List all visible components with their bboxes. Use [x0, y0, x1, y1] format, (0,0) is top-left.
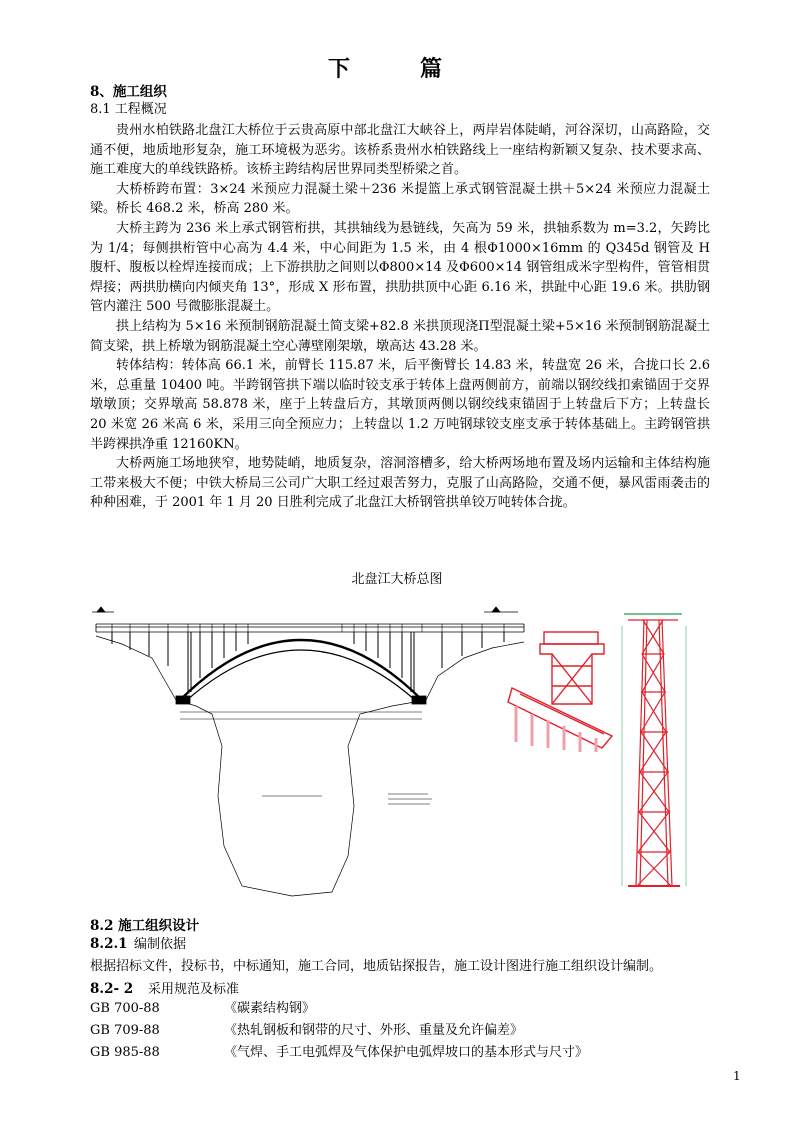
paragraph: 大桥两施工场地狭窄，地势陡峭，地质复杂，溶洞溶槽多，给大桥两场地布置及场内运输和主体结构施工带来极大不便；中铁大桥局三公司广大职工经过艰苦努力，克服了山高路险，交通不便，暴风雷雨袭击的种种困难，于 2001 年 1 月 20 日胜利完成了北盘江大桥钢管拱单铰万吨转体合拢。 [90, 456, 710, 511]
elevation-view [92, 607, 524, 896]
list-item [0, 1020, 794, 1042]
turning-structure-view [508, 632, 612, 752]
subsection-heading-8-1: 8.1 工程概况 [90, 102, 167, 117]
standard-name: 《气焊、手工电弧焊及气体保护电弧焊坡口的基本形式与尺寸》 [224, 1045, 589, 1060]
subsection-title-8-2-1: 编制依据 [134, 937, 187, 952]
list-item [0, 998, 794, 1020]
figure-caption: 北盘江大桥总图 [351, 572, 443, 587]
paragraph: 转体结构：转体高 66.1 米，前臂长 115.87 米，后平衡臂长 14.83 米，转盘宽 26 米，合拢口长 2.6 米，总重量 10400 吨。半跨钢管拱下端以临时铰支承于转体上盘两侧前方，前端以钢绞线扣索锚固于交界墩墩顶；交界墩高 58.878 米，座于上转盘后方，其墩顶两侧以钢绞线束锚固于上转盘后下方；上转盘长 20 米宽 26 米高 6 米，采用三向全预应力；上转盘以 1.2 万吨钢球铰支座支承于转体基础上。主跨钢管拱半跨裸拱净重 12160KN。 [90, 358, 710, 452]
paragraph: 大桥主跨为 236 米上承式钢管桁拱，其拱轴线为悬链线，矢高为 59 米，拱轴系数为 m=3.2，矢跨比为 1/4；每侧拱桁管中心高为 4.4 米，中心间距为 1.5 米，由 4 根Φ1000×16mm 的 Q345d 钢管及 H 腹杆、腹板以栓焊连接而成；上下游拱肋之间则以Φ800×14 及Φ600×14 钢管组成米字型构件，管管相贯焊接；两拱肋横向内倾夹角 13°，形成 X 形布置，拱肋拱顶中心距 6.16 米，拱趾中心距 19.6 米。拱肋钢管内灌注 500 号微膨胀混凝土。 [90, 220, 710, 315]
overview-body [90, 121, 710, 513]
bridge-general-drawing [92, 596, 716, 900]
standard-code: GB 709-88 [90, 1023, 160, 1038]
list-item [0, 1042, 794, 1064]
standard-name: 《热轧钢板和钢带的尺寸、外形、重量及允许偏差》 [224, 1023, 524, 1038]
tower-view [622, 614, 686, 886]
subsection-title-8-2-2: 采用规范及标准 [148, 982, 240, 997]
subsection-label-8-2-1: 8.2.1 [90, 936, 128, 952]
drawing-notes [388, 794, 432, 804]
paragraph: 拱上结构为 5×16 米预制钢筋混凝土简支梁+82.8 米拱顶现浇Π型混凝土梁+5×16 米预制钢筋混凝土简支梁，拱上桥墩为钢筋混凝土空心薄壁刚架墩，墩高达 43.28 米。 [90, 318, 710, 354]
standard-name: 《碳素结构钢》 [224, 1001, 316, 1016]
standards-list [0, 998, 794, 1064]
paragraph: 贵州水柏铁路北盘江大桥位于云贵高原中部北盘江大峡谷上，两岸岩体陡峭，河谷深切，山高路险，交通不便，地质地形复杂，施工环境极为恶劣。该桥系贵州水柏铁路线上一座结构新颖又复杂、技术要求高、施工难度大的单线铁路桥。该桥主跨结构居世界同类型桥梁之首。 [90, 123, 710, 178]
page-number: 1 [733, 1069, 741, 1083]
section-heading-8-2: 8.2 施工组织设计 [90, 918, 200, 934]
paragraph: 大桥桥跨布置：3×24 米预应力混凝土梁＋236 米提篮上承式钢管混凝土拱＋5×24 米预应力混凝土梁。桥长 468.2 米，桥高 280 米。 [90, 181, 710, 217]
page-title: 下 篇 [327, 56, 466, 82]
section-heading-8: 8、施工组织 [90, 84, 167, 100]
subsection-label-8-2-2: 8.2- 2 [90, 981, 134, 997]
compilation-basis-text: 根据招标文件，投标书，中标通知，施工合同，地质钻探报告，施工设计图进行施工组织设计编制。 [90, 959, 663, 974]
standard-code: GB 700-88 [90, 1001, 160, 1016]
standard-code: GB 985-88 [90, 1045, 160, 1060]
